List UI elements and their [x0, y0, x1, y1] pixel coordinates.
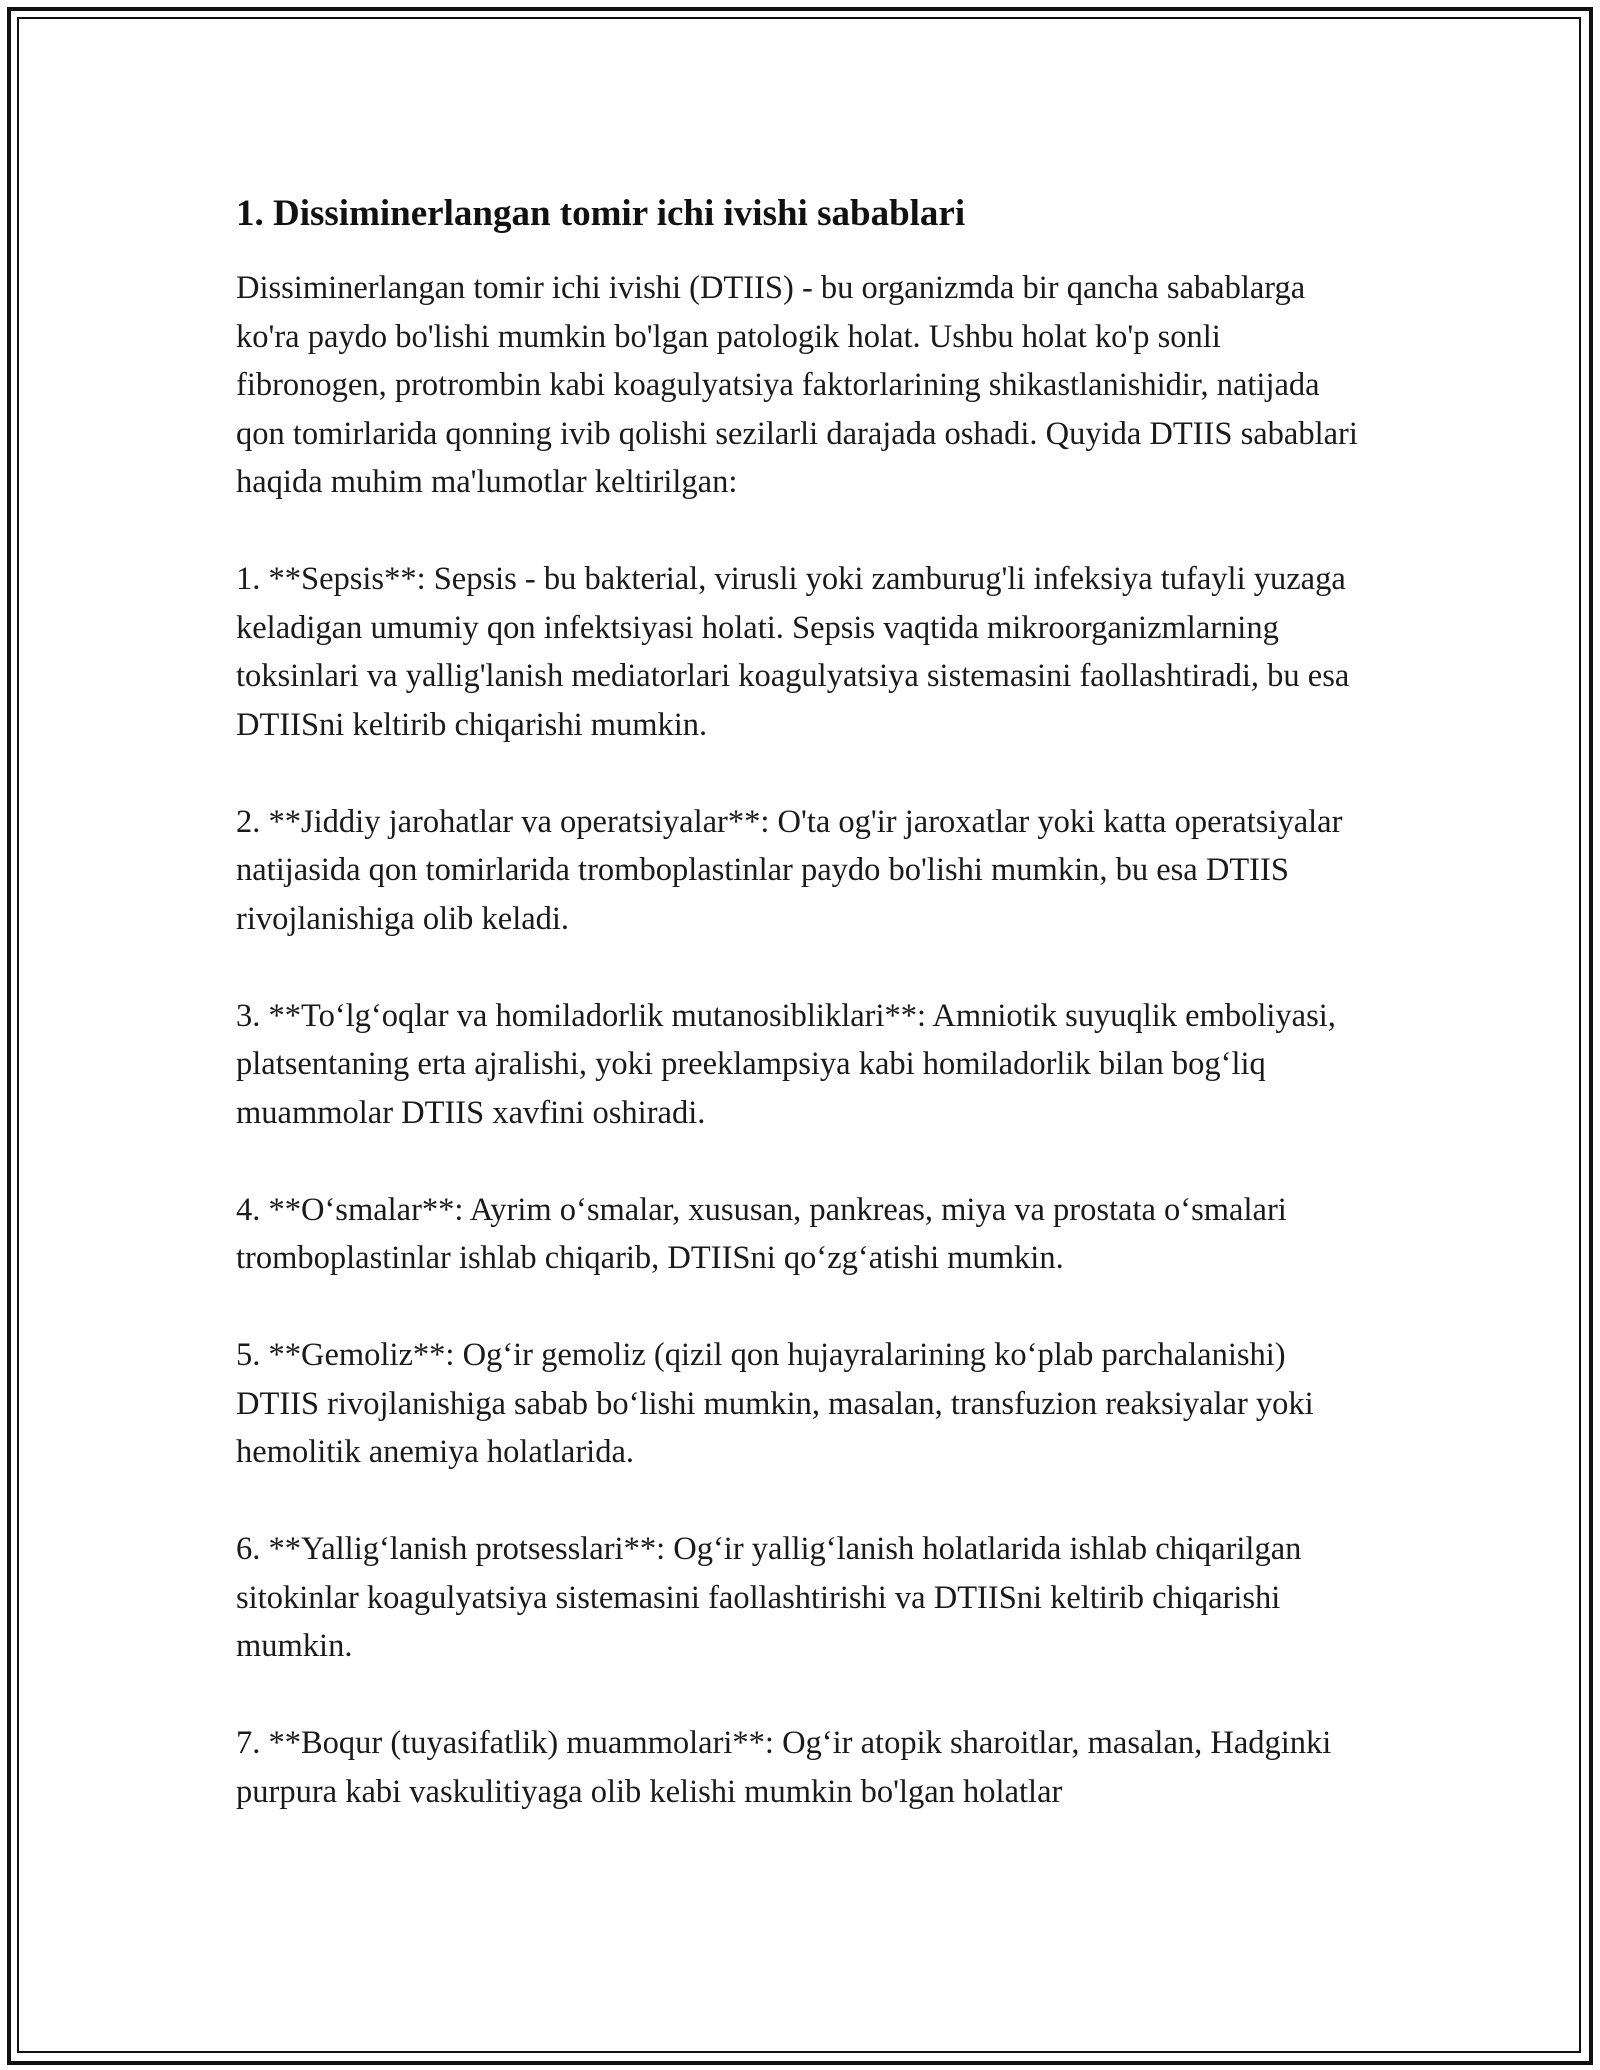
paragraph-gap [236, 943, 1366, 992]
paragraph-gap [236, 1671, 1366, 1720]
list-item-inflammation: 6. **Yallig‘lanish protsesslari**: Og‘ir yallig‘lanish holatlarida ishlab chiqarilgan sitokinlar koagulyatsiya sistemasini faollashtirishi va DTIISni keltirib chiqarishi mumkin. [236, 1531, 1302, 1664]
paragraph-gap [236, 1283, 1366, 1332]
document-body [236, 190, 1366, 1816]
paragraph-gap [236, 507, 1366, 556]
section-heading: 1. Dissiminerlangan tomir ichi ivishi sabablari [236, 193, 966, 234]
paragraph-gap [236, 749, 1366, 798]
list-item-sepsis: 1. **Sepsis**: Sepsis - bu bakterial, virusli yoki zamburug'li infeksiya tufayli yuzaga keladigan umumiy qon infektsiyasi holati. Sepsis vaqtida mikroorganizmlarning toksinlari va yallig'lanish mediatorlari koagulyatsiya sistemasini faollashtiradi, bu esa DTIISni keltirib chiqarishi mumkin. [236, 561, 1350, 743]
paragraph-gap [236, 1137, 1366, 1186]
intro-paragraph: Dissiminerlangan tomir ichi ivishi (DTIIS) - bu organizmda bir qancha sabablarga ko'ra paydo bo'lishi mumkin bo'lgan patologik holat. Ushbu holat ko'p sonli fibronogen, protrombin kabi koagulyatsiya faktorlarining shikastlanishidir, natijada qon tomirlarida qonning ivib qolishi sezilarli darajada oshadi. Quyida DTIIS sabablari haqida muhim ma'lumotlar keltirilgan: [236, 270, 1358, 500]
list-item-boqur: 7. **Boqur (tuyasifatlik) muammolari**: Og‘ir atopik sharoitlar, masalan, Hadginki purpura kabi vaskulitiyaga olib kelishi mumkin bo'lgan holatlar [236, 1725, 1332, 1810]
list-item-pregnancy: 3. **To‘lg‘oqlar va homiladorlik mutanosibliklari**: Amniotik suyuqlik emboliyasi, platsentaning erta ajralishi, yoki preeklampsiya kabi homiladorlik bilan bog‘liq muammolar DTIIS xavfini oshiradi. [236, 997, 1336, 1131]
paragraph-gap [236, 1477, 1366, 1526]
list-item-tumors: 4. **O‘smalar**: Ayrim o‘smalar, xususan, pankreas, miya va prostata o‘smalari tromboplastinlar ishlab chiqarib, DTIISni qo‘zg‘atishi mumkin. [236, 1191, 1287, 1276]
list-item-hemolysis: 5. **Gemoliz**: Og‘ir gemoliz (qizil qon hujayralarining ko‘plab parchalanishi) DTIIS rivojlanishiga sabab bo‘lishi mumkin, masalan, transfuzion reaksiyalar yoki hemolitik anemiya holatlarida. [236, 1337, 1314, 1470]
list-item-injuries: 2. **Jiddiy jarohatlar va operatsiyalar**: O'ta og'ir jaroxatlar yoki katta operatsiyalar natijasida qon tomirlarida tromboplastinlar paydo bo'lishi mumkin, bu esa DTIIS rivojlanishiga olib keladi. [236, 803, 1343, 937]
